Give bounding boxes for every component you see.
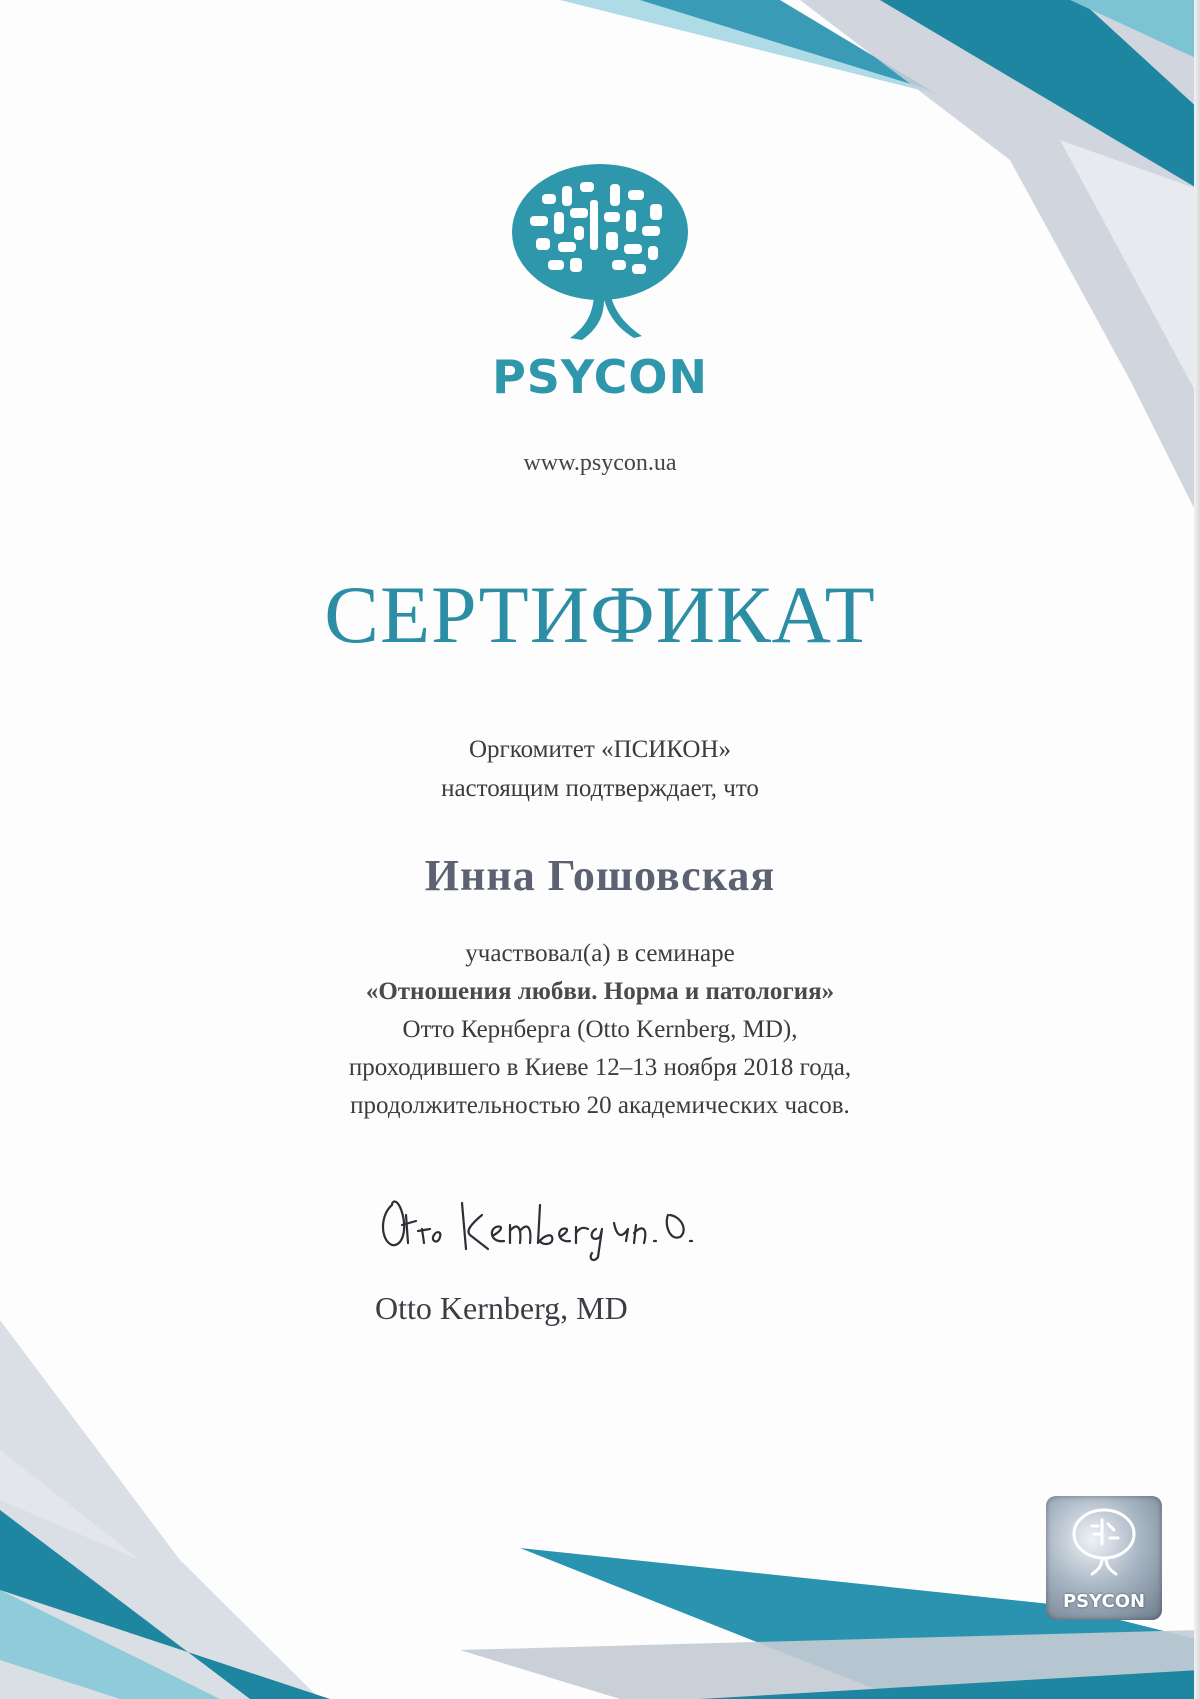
logo-wordmark: PSYCON xyxy=(492,350,708,404)
body-line-5: продолжительностью 20 академических часов. xyxy=(350,1092,850,1119)
hologram-sticker xyxy=(1046,1496,1162,1620)
page-edge xyxy=(1194,0,1200,1699)
certificate-title: СЕРТИФИКАТ xyxy=(324,569,876,660)
body-line-3: Отто Кернберга (Otto Kernberg, MD), xyxy=(402,1016,798,1043)
recipient-name: Инна Гошовская xyxy=(424,851,776,900)
hologram-label: PSYCON xyxy=(1062,1591,1146,1612)
website-link[interactable]: www.psycon.ua xyxy=(523,450,677,476)
signer-name: Otto Kernberg, MD xyxy=(375,1290,628,1326)
body-line-4: проходившего в Киеве 12–13 ноября 2018 года, xyxy=(348,1054,852,1081)
brain-tree-icon xyxy=(470,160,730,360)
intro-line-1: Оргкомитет «ПСИКОН» xyxy=(468,736,732,763)
body-line-1: участвовал(а) в семинаре xyxy=(465,940,735,967)
brain-tree-icon xyxy=(1064,1504,1144,1584)
seminar-title: «Отношения любви. Норма и патология» xyxy=(365,978,835,1005)
intro-line-2: настоящим подтверждает, что xyxy=(441,775,759,802)
handwritten-signature xyxy=(370,1185,730,1265)
